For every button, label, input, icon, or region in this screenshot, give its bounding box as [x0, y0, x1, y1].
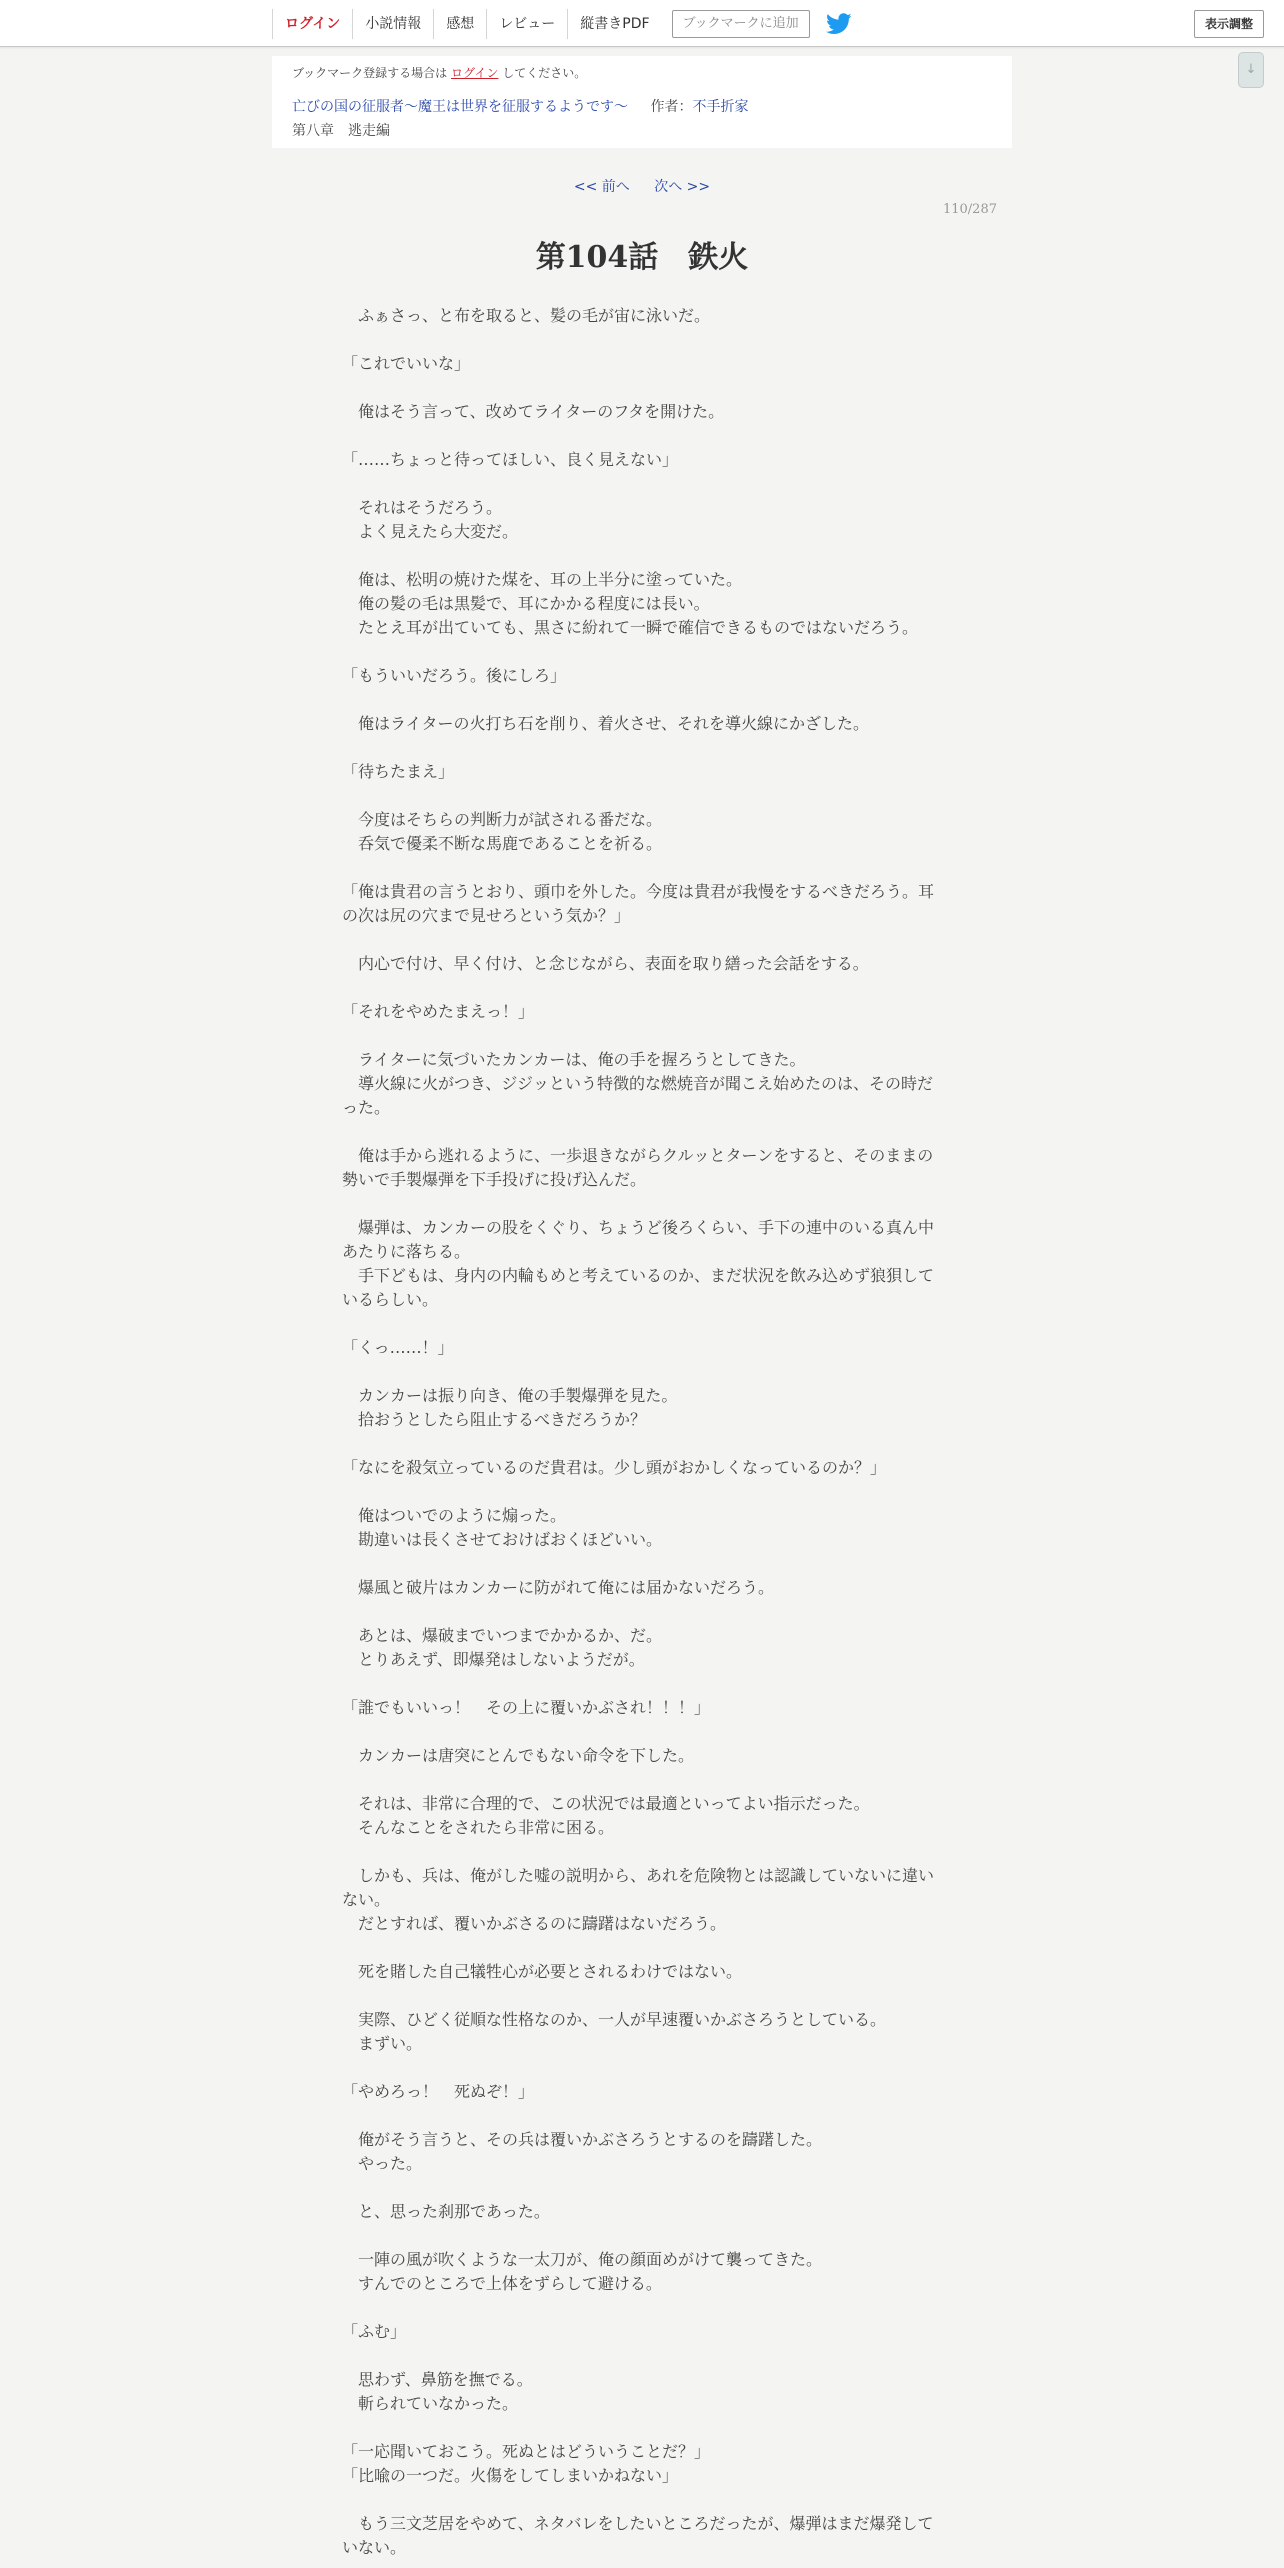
- novel-line: [342, 328, 944, 352]
- novel-line: 勘違いは長くさせておけばおくほどいい。: [342, 1530, 663, 1549]
- novel-line: [342, 1768, 944, 1792]
- novel-line: もう三文芝居をやめて、ネタバレをしたいところだったが、爆弾はまだ爆発していない。: [342, 2514, 934, 2557]
- author-name-link[interactable]: 不手折家: [692, 99, 749, 115]
- episode-pager: [0, 176, 1284, 196]
- display-adjust-button[interactable]: 表示調整: [1194, 10, 1264, 38]
- author-label: 作者：: [650, 99, 693, 115]
- novel-line: 俺は手から逃れるように、一歩退きながらクルッとターンをすると、そのままの勢いで手製爆弾を下手投げに投げ込んだ。: [342, 1146, 934, 1189]
- novel-line: [342, 784, 944, 808]
- novel-line: [342, 2176, 944, 2200]
- work-line: [292, 96, 748, 116]
- novel-line: [342, 376, 944, 400]
- novel-line: それはそうだろう。: [342, 498, 503, 517]
- novel-line: [342, 976, 944, 1000]
- novel-line: 思わず、鼻筋を撫でる。: [342, 2370, 533, 2389]
- novel-line: 俺がそう言うと、その兵は覆いかぶさろうとするのを躊躇した。: [342, 2130, 823, 2149]
- novel-line: [342, 2488, 944, 2512]
- novel-line: [342, 1024, 944, 1048]
- page-count: 110/287: [942, 202, 997, 217]
- novel-line: 爆弾は、カンカーの股をくぐり、ちょうど後ろくらい、手下の連中のいる真ん中あたりに落ちる。: [342, 1218, 935, 1261]
- impressions-link[interactable]: 感想: [433, 9, 486, 39]
- bookmark-login-notice: [292, 64, 586, 81]
- novel-line: [342, 1120, 944, 1144]
- novel-line: ライターに気づいたカンカーは、俺の手を握ろうとしてきた。: [342, 1050, 806, 1069]
- novel-line: [342, 424, 944, 448]
- chapter-name: 第八章 逃走編: [292, 123, 390, 139]
- novel-line: 「それをやめたまえっ！」: [342, 1002, 535, 1021]
- novel-line: 呑気で優柔不断な馬鹿であることを祈る。: [342, 834, 663, 853]
- novel-line: [342, 472, 944, 496]
- novel-info-link[interactable]: 小説情報: [352, 9, 433, 39]
- novel-line: [342, 1432, 944, 1456]
- novel-line: 実際、ひどく従順な性格なのか、一人が早速覆いかぶさろうとしている。: [342, 2010, 887, 2029]
- novel-line: [342, 2224, 944, 2248]
- novel-line: [342, 2296, 944, 2320]
- notice-login-link[interactable]: ログイン: [451, 66, 499, 80]
- novel-line: だとすれば、覆いかぶさるのに躊躇はないだろう。: [342, 1914, 727, 1933]
- prev-episode-link[interactable]: << 前へ: [573, 179, 630, 195]
- novel-line: 俺はそう言って、改めてライターのフタを開けた。: [342, 402, 725, 421]
- novel-line: 「なにを殺気立っているのだ貴君は。少し頭がおかしくなっているのか？」: [342, 1458, 887, 1477]
- novel-line: 「……ちょっと待ってほしい、良く見えない」: [342, 450, 679, 469]
- novel-line: 手下どもは、身内の内輪もめと考えているのか、まだ状況を飲み込めず狼狽しているらしい。: [342, 1266, 935, 1309]
- novel-line: 死を賭した自己犠牲心が必要とされるわけではない。: [342, 1962, 743, 1981]
- add-bookmark-button[interactable]: ブックマークに追加: [672, 10, 810, 38]
- top-navigation-bar: [0, 0, 1284, 47]
- main-nav: [272, 8, 852, 40]
- novel-line: [342, 2056, 944, 2080]
- novel-line: [342, 2416, 944, 2440]
- novel-line: [342, 856, 944, 880]
- work-title-link[interactable]: 亡びの国の征服者～魔王は世界を征服するようです～: [292, 99, 628, 115]
- novel-line: すんでのところで上体をずらして避ける。: [342, 2274, 662, 2293]
- novel-line: 内心で付け、早く付け、と念じながら、表面を取り繕った会話をする。: [342, 954, 869, 973]
- novel-line: [342, 1360, 944, 1384]
- novel-line: 俺はライターの火打ち石を削り、着火させ、それを導火線にかざした。: [342, 714, 870, 733]
- novel-line: やった。: [342, 2154, 423, 2173]
- novel-line: 一陣の風が吹くような一太刀が、俺の顔面めがけて襲ってきた。: [342, 2250, 823, 2269]
- novel-line: [342, 1840, 944, 1864]
- novel-line: たとえ耳が出ていても、黒さに紛れて一瞬で確信できるものではないだろう。: [342, 618, 919, 637]
- episode-title: 第104話 鉄火: [535, 240, 749, 275]
- novel-line: 斬られていなかった。: [342, 2394, 519, 2413]
- novel-line: それは、非常に合理的で、この状況では最適といってよい指示だった。: [342, 1794, 870, 1813]
- novel-line: [342, 640, 944, 664]
- novel-line: 「くっ……！」: [342, 1338, 454, 1357]
- novel-line: [342, 1600, 944, 1624]
- twitter-bird-icon: [826, 13, 852, 35]
- vertical-pdf-link[interactable]: 縦書きPDF: [567, 9, 661, 39]
- novel-line: [342, 544, 944, 568]
- novel-info-box: [272, 56, 1012, 148]
- novel-line: [342, 1312, 944, 1336]
- novel-line: そんなことをされたら非常に困る。: [342, 1818, 615, 1837]
- novel-line: 俺はついでのように煽った。: [342, 1506, 567, 1525]
- novel-line: しかも、兵は、俺がした嘘の説明から、あれを危険物とは認識していないに違いない。: [342, 1866, 935, 1909]
- novel-line: あとは、爆破までいつまでかかるか、だ。: [342, 1626, 663, 1645]
- twitter-share-button[interactable]: [826, 13, 852, 35]
- novel-line: [342, 2344, 944, 2368]
- novel-line: 「待ちたまえ」: [342, 762, 455, 781]
- next-episode-link[interactable]: 次へ >>: [654, 179, 711, 195]
- novel-line: カンカーは振り向き、俺の手製爆弾を見た。: [342, 1386, 678, 1405]
- novel-line: [342, 2104, 944, 2128]
- novel-line: 「これでいいな」: [342, 354, 471, 373]
- novel-line: とりあえず、即爆発はしないようだが。: [342, 1650, 645, 1669]
- novel-line: ふぁさっ、と布を取ると、髪の毛が宙に泳いだ。: [342, 306, 711, 325]
- novel-line: 俺は、松明の焼けた煤を、耳の上半分に塗っていた。: [342, 570, 743, 589]
- novel-line: [342, 1552, 944, 1576]
- novel-line: 「一応聞いておこう。死ぬとはどういうことだ？」: [342, 2442, 711, 2461]
- novel-line: [342, 928, 944, 952]
- novel-line: 「もういいだろう。後にしろ」: [342, 666, 567, 685]
- novel-body: [342, 304, 944, 2560]
- novel-line: [342, 1192, 944, 1216]
- novel-line: まずい。: [342, 2034, 423, 2053]
- review-link[interactable]: レビュー: [486, 9, 567, 39]
- notice-prefix: ブックマーク登録する場合は: [292, 66, 448, 80]
- novel-line: [342, 688, 944, 712]
- novel-line: 今度はそちらの判断力が試される番だな。: [342, 810, 663, 829]
- novel-line: [342, 1480, 944, 1504]
- novel-line: カンカーは唐突にとんでもない命令を下した。: [342, 1746, 695, 1765]
- novel-line: 「ふむ」: [342, 2322, 407, 2341]
- login-link[interactable]: ログイン: [272, 9, 352, 39]
- novel-line: [342, 1672, 944, 1696]
- novel-line: [342, 736, 944, 760]
- novel-line: 俺の髪の毛は黒髪で、耳にかかる程度には長い。: [342, 594, 710, 613]
- scroll-down-button[interactable]: ↓: [1238, 52, 1264, 88]
- novel-line: と、思った刹那であった。: [342, 2202, 550, 2221]
- notice-suffix: してください。: [502, 66, 587, 80]
- novel-line: 「やめろっ！ 死ぬぞ！」: [342, 2082, 535, 2101]
- novel-line: [342, 1984, 944, 2008]
- novel-line: [342, 1936, 944, 1960]
- novel-line: [342, 1720, 944, 1744]
- novel-line: 導火線に火がつき、ジジッという特徴的な燃焼音が聞こえ始めたのは、その時だった。: [342, 1074, 933, 1117]
- novel-line: 爆風と破片はカンカーに防がれて俺には届かないだろう。: [342, 1578, 775, 1597]
- novel-line: 拾おうとしたら阻止するべきだろうか？: [342, 1410, 647, 1429]
- novel-line: 「俺は貴君の言うとおり、頭巾を外した。今度は貴君が我慢をするべきだろう。耳の次は尻の穴まで見せろという気か？」: [342, 882, 935, 925]
- novel-line: よく見えたら大変だ。: [342, 522, 519, 541]
- novel-line: 「比喩の一つだ。火傷をしてしまいかねない」: [342, 2466, 679, 2485]
- novel-line: 「誰でもいいっ！ その上に覆いかぶされ！！！」: [342, 1698, 711, 1717]
